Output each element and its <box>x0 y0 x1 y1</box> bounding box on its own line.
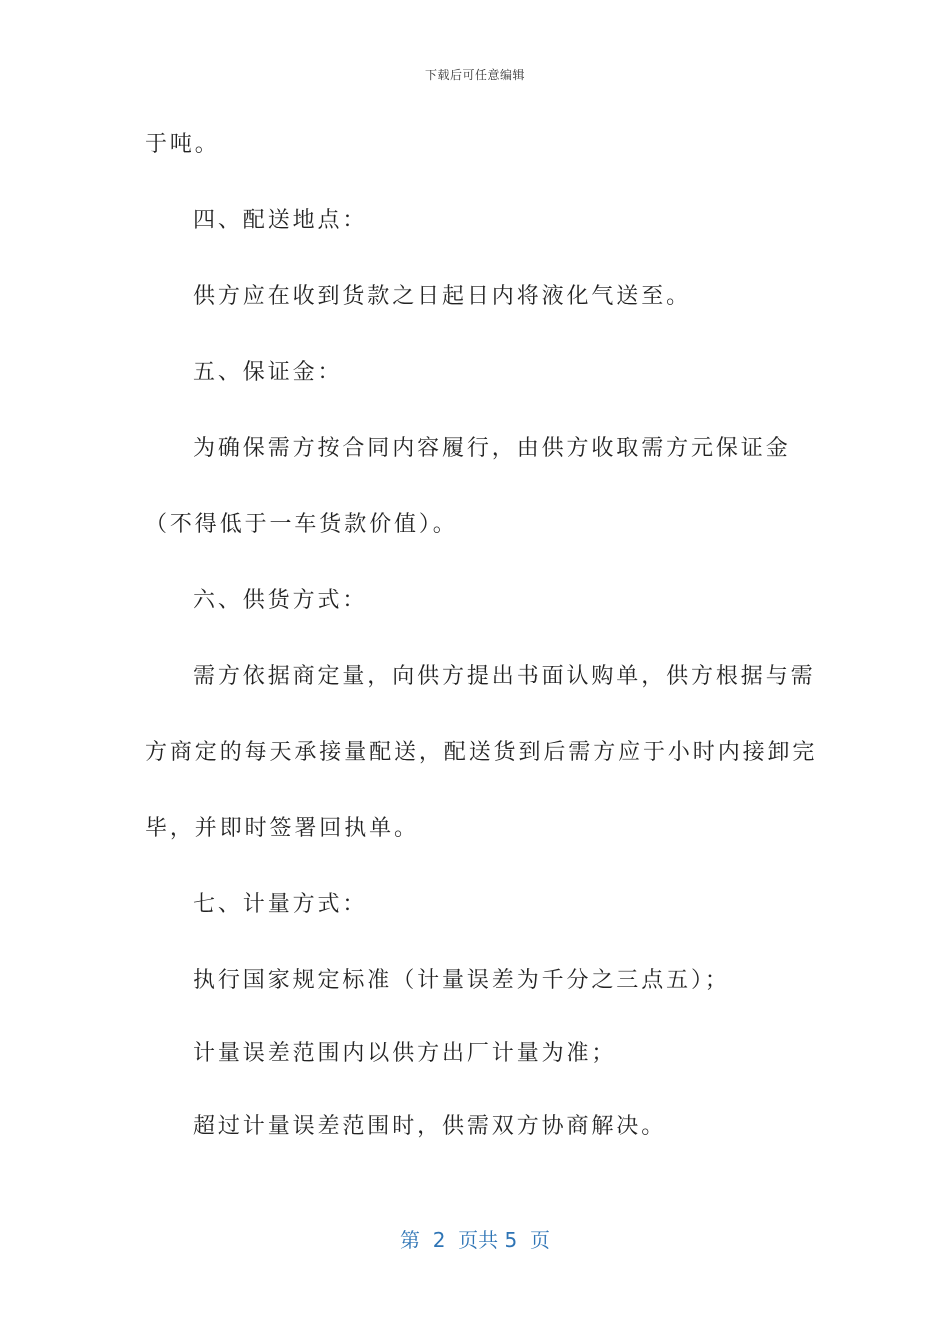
section-heading-measurement: 七、计量方式： <box>193 892 368 917</box>
paragraph-line: （不得低于一车货款价值）。 <box>145 512 458 537</box>
section-heading-delivery-location: 四、配送地点： <box>193 208 368 233</box>
paragraph-line: 计量误差范围内以供方出厂计量为准； <box>193 1041 617 1066</box>
paragraph-line: 于吨。 <box>145 132 220 157</box>
paragraph-line: 供方应在收到货款之日起日内将液化气送至。 <box>193 284 692 309</box>
page-number-footer: 第 2 页共 5 页 <box>400 1228 550 1252</box>
paragraph-line: 超过计量误差范围时，供需双方协商解决。 <box>193 1114 667 1139</box>
section-heading-deposit: 五、保证金： <box>193 360 343 385</box>
paragraph-line: 为确保需方按合同内容履行，由供方收取需方元保证金 <box>193 436 791 461</box>
paragraph-line: 需方依据商定量，向供方提出书面认购单，供方根据与需 <box>193 664 816 689</box>
document-body <box>145 126 818 1184</box>
page-header: 下载后可任意编辑 <box>424 68 525 82</box>
paragraph-line: 执行国家规定标准（计量误差为千分之三点五）； <box>193 968 730 993</box>
paragraph-line: 方商定的每天承接量配送，配送货到后需方应于小时内接卸完 <box>145 740 818 765</box>
paragraph-line: 毕，并即时签署回执单。 <box>145 816 419 841</box>
section-heading-supply-method: 六、供货方式： <box>193 588 368 613</box>
